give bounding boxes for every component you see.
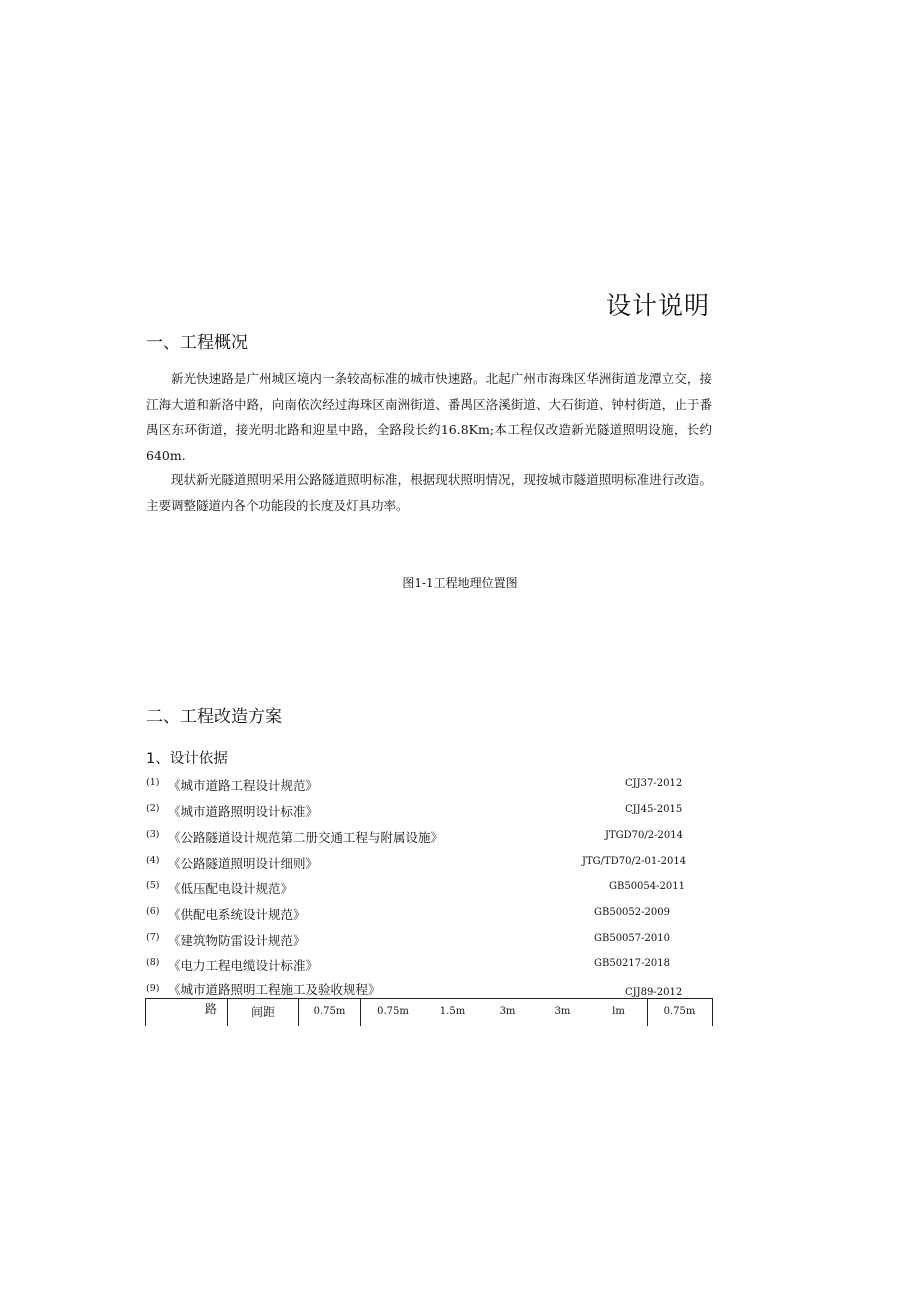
reference-number: (5) (146, 880, 160, 891)
reference-number: (6) (146, 906, 160, 917)
subsection-heading-basis: 1、设计依据 (146, 751, 228, 767)
reference-number: (8) (146, 957, 160, 968)
reference-item (0, 931, 920, 951)
reference-title: 《城市道路照明工程施工及验收规程》 (168, 982, 381, 997)
table-cell: lm (612, 1006, 625, 1017)
reference-item (0, 854, 920, 874)
reference-title: 《城市道路工程设计规范》 (168, 778, 319, 793)
reference-code: GB50052-2009 (594, 907, 670, 918)
reference-item (0, 879, 920, 899)
reference-item (0, 828, 920, 848)
reference-code: JTG/TD70/2-01-2014 (582, 856, 687, 867)
reference-item (0, 905, 920, 925)
reference-title: 《公路隧道设计规范第二册交通工程与附属设施》 (168, 830, 444, 845)
table-cell: 0.75m (377, 1006, 409, 1017)
reference-title: 《城市道路照明设计标准》 (168, 804, 319, 819)
reference-code: CJJ89-2012 (625, 987, 683, 998)
reference-code: JTGD70/2-2014 (605, 830, 683, 841)
paragraph-status: 现状新光隧道照明采用公路隧道照明标准，根据现状照明情况，现按城市隧道照明标准进行改造。主要调整隧道内各个功能段的长度及灯具功率。 (146, 472, 712, 513)
reference-item (0, 956, 920, 976)
table-cell: 0.75m (313, 1006, 346, 1017)
paragraph-overview: 新光快速路是广州城区境内一条较高标准的城市快速路。北起广州市海珠区华洲街道龙潭立交，接江海大道和新洛中路，向南依次经过海珠区南洲街道、番禺区洛溪街道、大石街道、钟村街道，止于番禺区东环街道，接光明北路和迎星中路，全路段长约16.8Km;本工程仅改造新光隧道照明设施，长约640m. (146, 371, 712, 463)
figure-caption: 图1-1工程地理位置图 (402, 576, 518, 590)
page-title: 设计说明 (605, 291, 710, 320)
reference-number: (4) (146, 855, 160, 866)
reference-item (0, 776, 920, 796)
reference-number: (9) (146, 983, 160, 994)
reference-title: 《供配电系统设计规范》 (168, 907, 306, 922)
reference-number: (1) (146, 777, 160, 788)
reference-code: CJJ45-2015 (625, 804, 683, 815)
section-heading-overview: 一、工程概况 (146, 333, 248, 353)
section-heading-scheme: 二、工程改造方案 (146, 707, 282, 727)
reference-number: (2) (146, 803, 160, 814)
spacing-table (145, 998, 713, 1026)
reference-title: 《电力工程电缆设计标准》 (168, 958, 319, 973)
table-cell: 3m (499, 1006, 516, 1017)
table-row-label: 路 (204, 1002, 217, 1016)
reference-title: 《低压配电设计规范》 (168, 881, 294, 896)
reference-code: GB50054-2011 (609, 881, 685, 892)
reference-number: (7) (146, 932, 160, 943)
table-col-label: 间距 (250, 1005, 275, 1019)
reference-code: CJJ37-2012 (625, 778, 683, 789)
table-cell: 0.75m (663, 1006, 696, 1017)
reference-number: (3) (146, 829, 160, 840)
reference-code: GB50057-2010 (594, 933, 670, 944)
reference-title: 《公路隧道照明设计细则》 (168, 856, 319, 871)
reference-item (0, 802, 920, 822)
reference-code: GB50217-2018 (594, 958, 670, 969)
table-cell: 3m (554, 1006, 571, 1017)
table-cell: 1.5m (439, 1006, 466, 1017)
reference-title: 《建筑物防雷设计规范》 (168, 933, 306, 948)
